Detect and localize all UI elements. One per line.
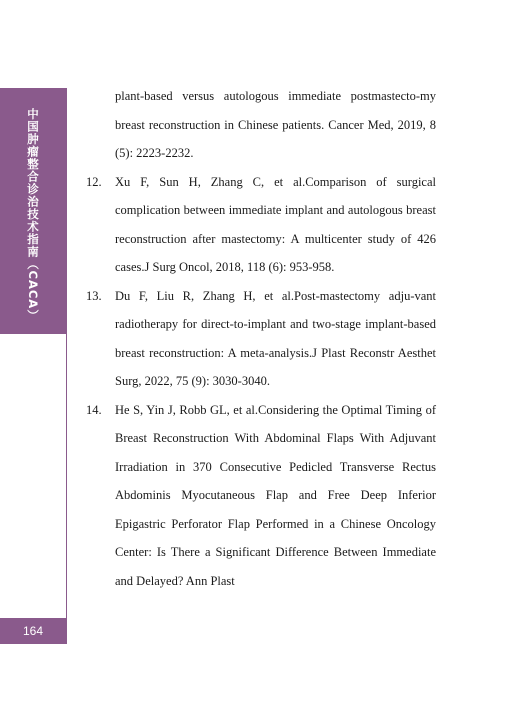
reference-list [86,82,436,595]
reference-text: Xu F, Sun H, Zhang C, et al.Comparison of surgical complication between immediate implant and autologous breast reconstruction after mastectomy: A multicenter study of 426 cases.J Surg Oncol, 2018, 118 (6): 953-958. [115,174,436,274]
reference-number: 12. [86,174,102,189]
reference-item [86,396,436,596]
reference-number: 14. [86,402,102,417]
sidebar-title [0,88,66,334]
reference-number: 13. [86,288,102,303]
reference-text: plant-based versus autologous immediate postmastecto-my breast reconstruction in Chinese patients. Cancer Med, 2019, 8 (5): 2223-2232. [115,89,436,160]
reference-text: He S, Yin J, Robb GL, et al.Considering the Optimal Timing of Breast Reconstruction With Abdominal Flaps With Adjuvant Irradiation in 370 Consecutive Pedicled Transverse Rectus Abdominis Myocutaneous Flap and Free Deep Inferior Epigastric Perforator Flap Performed in a Chinese Oncology Center: Is There a Significant Difference Between Immediate and Delayed? Ann Plast [115,402,436,588]
reference-text: Du F, Liu R, Zhang H, et al.Post-mastectomy adju-vant radiotherapy for direct-to-implant and two-stage implant-based breast reconstruction: A meta-analysis.J Plast Reconstr Aesthet Surg, 2022, 75 (9): 3030-3040. [115,288,436,388]
margin-rule [66,88,67,644]
reference-item [86,282,436,396]
reference-item [86,82,436,168]
page-number: 164 [0,618,66,644]
reference-item [86,168,436,282]
book-title: 中国肿瘤整合诊治技术指南（CACA） [26,108,40,322]
